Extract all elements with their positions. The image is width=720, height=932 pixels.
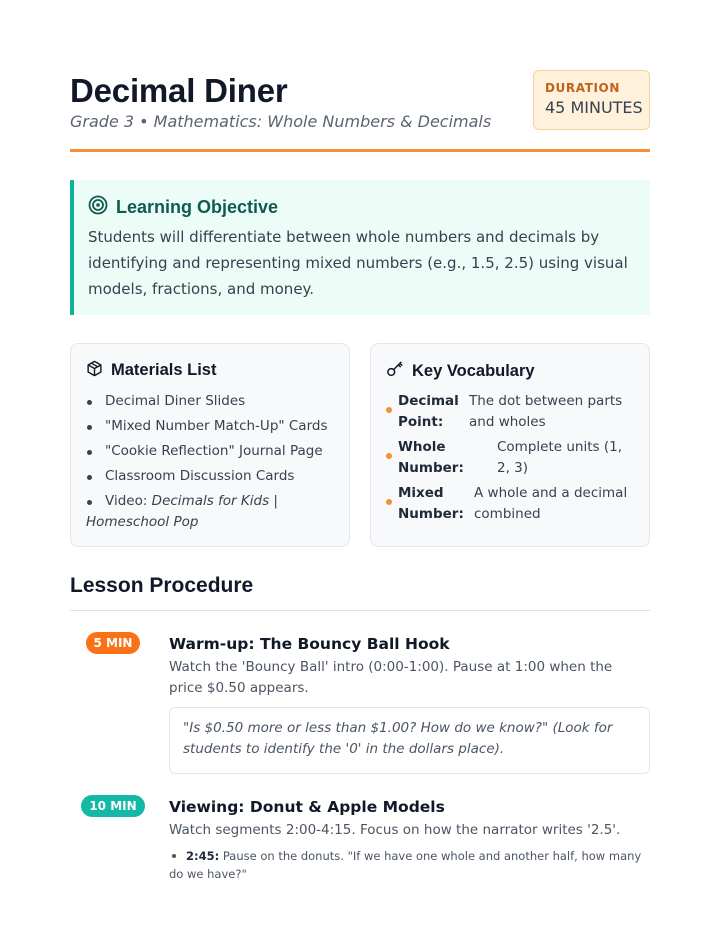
- materials-title: Materials List: [111, 361, 217, 379]
- vocab-row: [386, 437, 649, 479]
- page-title: Decimal Diner: [70, 72, 288, 109]
- vocab-term: Whole Number:: [398, 439, 464, 476]
- vocab-definition: A whole and a decimal combined: [474, 485, 628, 522]
- list-item: Classroom Discussion Cards: [86, 466, 349, 487]
- bullet-dot: [386, 499, 392, 505]
- vocabulary-title: Key Vocabulary: [412, 361, 535, 380]
- lesson-header: [70, 70, 650, 152]
- target-icon: [88, 195, 108, 219]
- vocab-term: Mixed Number:: [398, 485, 464, 522]
- objective-title: Learning Objective: [116, 196, 279, 217]
- video-prefix: Video:: [105, 493, 152, 509]
- bullet-dot: [386, 453, 392, 459]
- list-item-video: [86, 491, 349, 533]
- divider: [70, 610, 650, 611]
- page-subtitle: Grade 3 • Mathematics: Whole Numbers & Decimals: [70, 112, 492, 131]
- video-title: Decimals for Kids | Homeschool Pop: [86, 493, 278, 530]
- step-description: Watch the 'Bouncy Ball' intro (0:00-1:00). Pause at 1:00 when the price $0.50 appears.: [169, 659, 613, 696]
- vocabulary-card: [370, 343, 650, 547]
- duration-value: 45 MINUTES: [545, 98, 643, 117]
- objective-text: Students will differentiate between whole numbers and decimals by identifying and representing mixed numbers (e.g., 1.5, 2.5) using visual models, fractions, and money.: [88, 228, 628, 298]
- time-badge: 5 MIN: [86, 632, 140, 654]
- discussion-quote: "Is $0.50 more or less than $1.00? How do we know?" (Look for students to identify the '0' in the dollars place).: [169, 707, 650, 774]
- vocab-definition: The dot between parts and wholes: [469, 393, 623, 430]
- step-title: Warm-up: The Bouncy Ball Hook: [169, 635, 450, 653]
- vocab-row: [386, 483, 649, 525]
- duration-badge: [533, 70, 650, 130]
- list-item: Decimal Diner Slides: [86, 391, 349, 412]
- vocab-definition: Complete units (1, 2, 3): [497, 439, 622, 476]
- time-badge: 10 MIN: [81, 795, 145, 817]
- duration-label: DURATION: [545, 81, 620, 95]
- vocab-term: Decimal Point:: [398, 393, 459, 430]
- procedure-title: Lesson Procedure: [70, 574, 254, 597]
- materials-list: [86, 391, 349, 533]
- sub-text: Pause on the donuts. "If we have one whole and another half, how many do we have?": [169, 849, 642, 881]
- sub-bullet: [169, 847, 647, 883]
- key-icon: [386, 360, 404, 382]
- list-item: "Cookie Reflection" Journal Page: [86, 441, 349, 462]
- step-title: Viewing: Donut & Apple Models: [169, 798, 445, 816]
- sub-timestamp: 2:45:: [186, 849, 220, 863]
- vocabulary-list: [386, 391, 649, 525]
- materials-card: [70, 343, 350, 547]
- vocab-row: [386, 391, 649, 433]
- bullet-dot: [386, 407, 392, 413]
- box-icon: [86, 360, 103, 381]
- step-description: Watch segments 2:00-4:15. Focus on how the narrator writes '2.5'.: [169, 822, 621, 838]
- learning-objective-box: [70, 180, 650, 315]
- list-item: "Mixed Number Match-Up" Cards: [86, 416, 349, 437]
